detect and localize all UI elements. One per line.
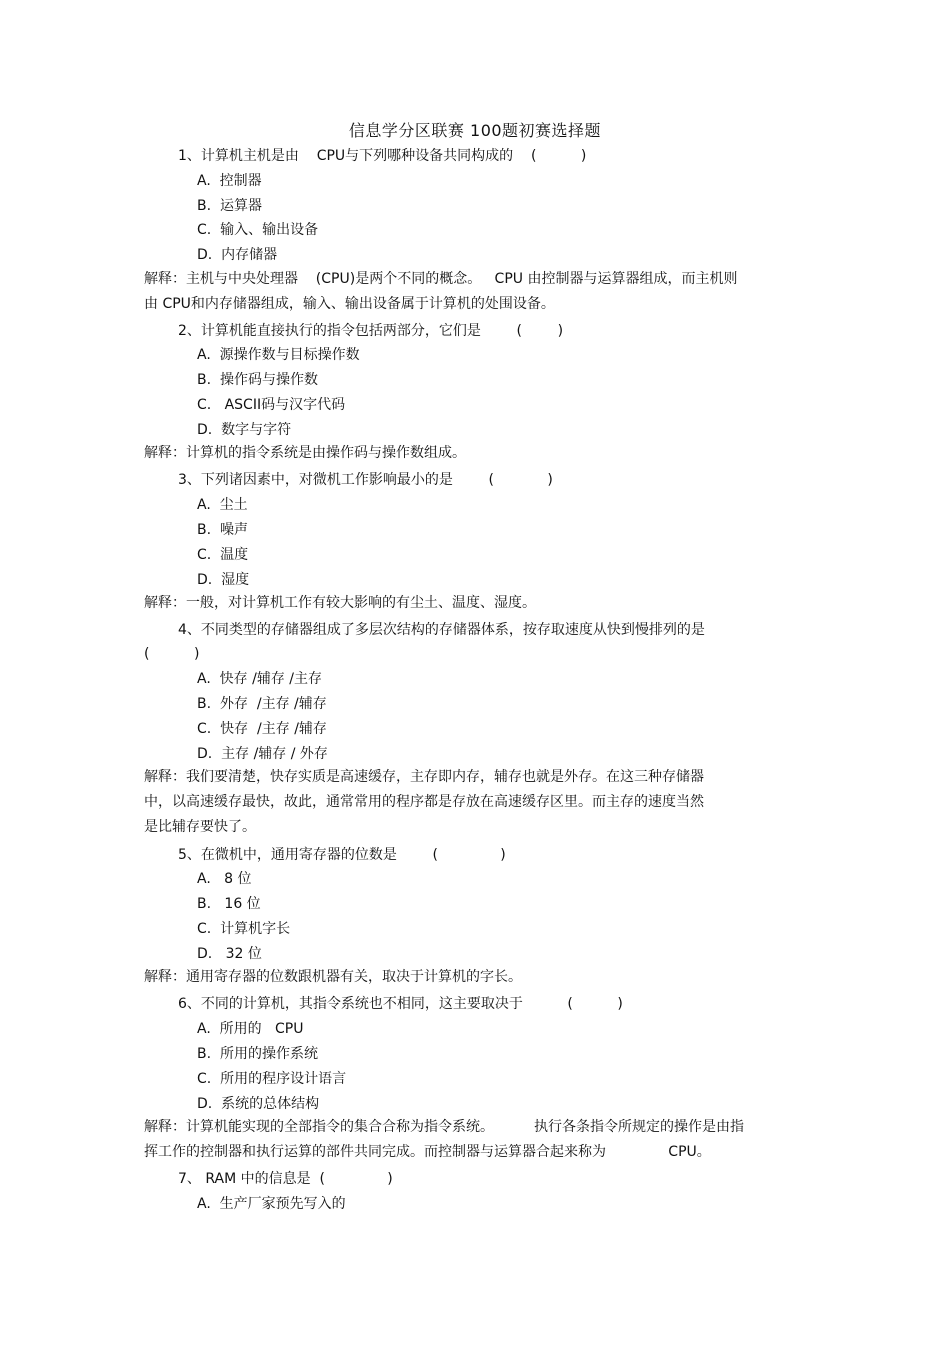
question-1-explanation-line-1: 解释：主机与中央处理器 (CPU)是两个不同的概念。 CPU 由控制器与运算器组成，而主机则	[144, 271, 738, 287]
question-7-stem: 7、 RAM 中的信息是 ( )	[178, 1171, 393, 1187]
question-2-option-c: C. ASCII码与汉字代码	[197, 397, 346, 413]
question-3-explanation-line-1: 解释：一般，对计算机工作有较大影响的有尘土、温度、湿度。	[144, 595, 536, 611]
question-3-option-d: D. 湿度	[197, 572, 250, 588]
question-4-option-d: D. 主存 /辅存 / 外存	[197, 746, 328, 762]
question-4-option-b: B. 外存 /主存 /辅存	[197, 696, 327, 712]
question-1-option-b: B. 运算器	[197, 198, 262, 214]
question-2-option-b: B. 操作码与操作数	[197, 372, 318, 388]
question-4-stem: 4、不同类型的存储器组成了多层次结构的存储器体系，按存取速度从快到慢排列的是	[178, 622, 705, 638]
question-1-stem: 1、计算机主机是由 CPU与下列哪种设备共同构成的 ( )	[178, 148, 587, 164]
question-2-explanation-line-1: 解释：计算机的指令系统是由操作码与操作数组成。	[144, 445, 466, 461]
question-5-option-b: B. 16 位	[197, 896, 261, 912]
question-2-stem: 2、计算机能直接执行的指令包括两部分，它们是 ( )	[178, 323, 564, 339]
question-5-option-c: C. 计算机字长	[197, 921, 291, 937]
question-4-explanation-line-3: 是比辅存要快了。	[144, 819, 256, 835]
question-4-option-c: C. 快存 /主存 /辅存	[197, 721, 327, 737]
question-5-option-a: A. 8 位	[197, 871, 252, 887]
question-5-explanation-line-1: 解释：通用寄存器的位数跟机器有关，取决于计算机的字长。	[144, 969, 522, 985]
question-6-stem: 6、不同的计算机，其指令系统也不相同，这主要取决于 ( )	[178, 996, 623, 1012]
question-6-option-d: D. 系统的总体结构	[197, 1096, 320, 1112]
question-6-explanation-line-1: 解释：计算机能实现的全部指令的集合合称为指令系统。 执行各条指令所规定的操作是由指	[144, 1119, 745, 1135]
question-3-stem: 3、下列诸因素中，对微机工作影响最小的是 ( )	[178, 472, 553, 488]
question-3-option-a: A. 尘土	[197, 497, 248, 513]
question-4-explanation-line-1: 解释：我们要清楚，快存实质是高速缓存，主存即内存，辅存也就是外存。在这三种存储器	[144, 769, 704, 785]
question-1-option-a: A. 控制器	[197, 173, 262, 189]
question-6-option-a: A. 所用的 CPU	[197, 1021, 304, 1037]
question-3-option-b: B. 噪声	[197, 522, 248, 538]
question-5-option-d: D. 32 位	[197, 946, 262, 962]
question-1-option-d: D. 内存储器	[197, 247, 278, 263]
question-1-option-c: C. 输入、输出设备	[197, 222, 319, 238]
question-4-option-a: A. 快存 /辅存 /主存	[197, 671, 323, 687]
question-6-explanation-line-2: 挥工作的控制器和执行运算的部件共同完成。而控制器与运算器合起来称为 CPU。	[144, 1144, 711, 1160]
question-6-option-b: B. 所用的操作系统	[197, 1046, 318, 1062]
question-2-option-a: A. 源操作数与目标操作数	[197, 347, 360, 363]
question-1-explanation-line-2: 由 CPU和内存储器组成，输入、输出设备属于计算机的处围设备。	[144, 296, 555, 312]
question-7-option-a: A. 生产厂家预先写入的	[197, 1196, 346, 1212]
question-2-option-d: D. 数字与字符	[197, 422, 292, 438]
question-3-option-c: C. 温度	[197, 547, 249, 563]
question-6-option-c: C. 所用的程序设计语言	[197, 1071, 347, 1087]
question-4-stem-continuation: ( )	[144, 646, 200, 662]
question-5-stem: 5、在微机中，通用寄存器的位数是 ( )	[178, 847, 506, 863]
question-4-explanation-line-2: 中，以高速缓存最快，故此，通常常用的程序都是存放在高速缓存区里。而主存的速度当然	[144, 794, 704, 810]
page-title: 信息学分区联赛 100题初赛选择题	[348, 121, 602, 140]
